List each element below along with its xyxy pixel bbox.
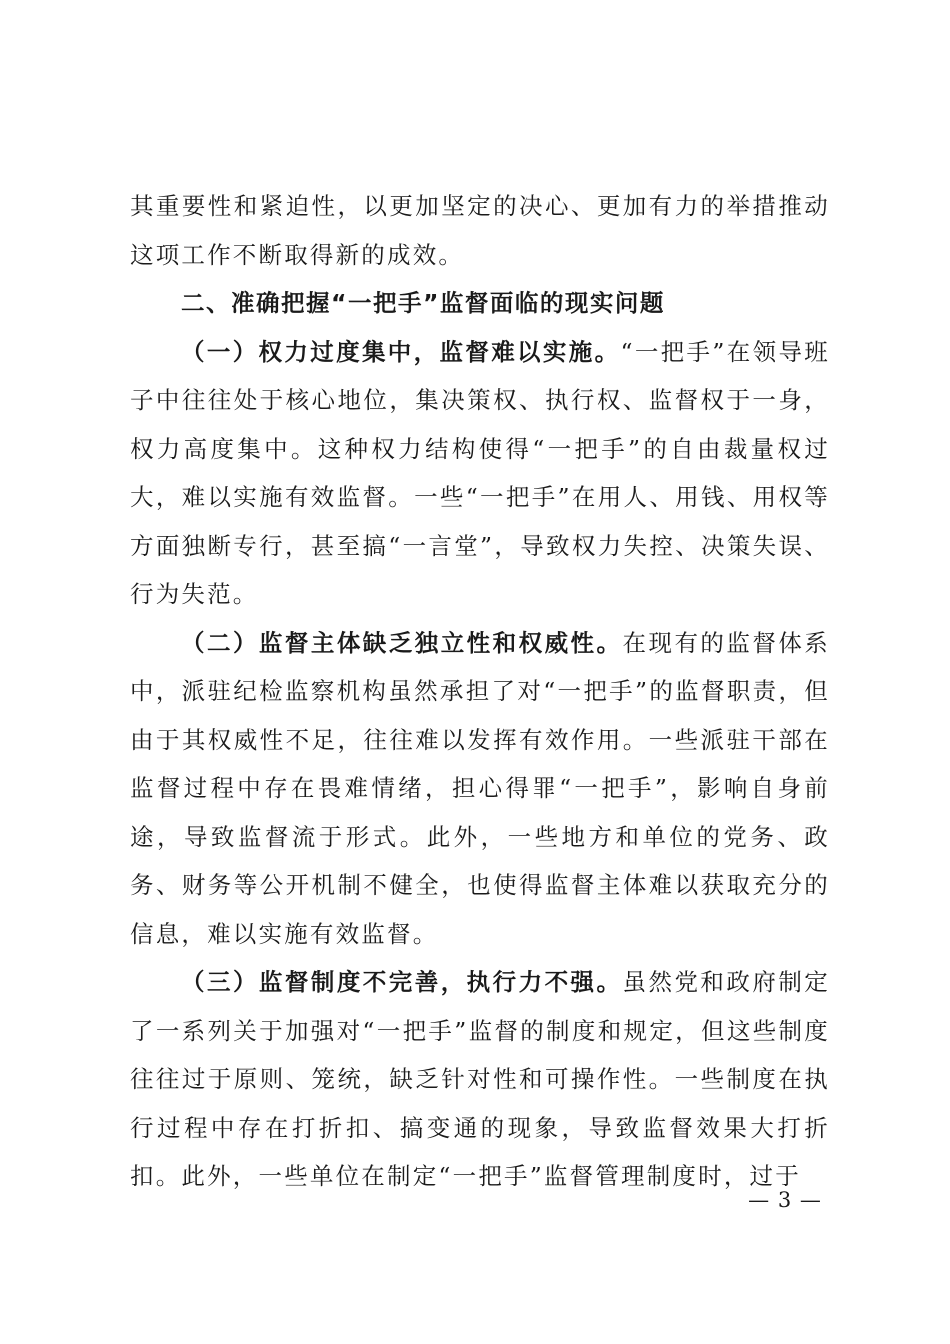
paragraph-3 — [130, 958, 830, 1201]
paragraph-1-body: “一把手”在领导班子中往往处于核心地位，集决策权、执行权、监督权于一身，权力高度集中。这种权力结构使得“一把手”的自由裁量权过大，难以实施有效监督。一些“一把手”在用人、用钱、用权等方面独断专行，甚至搞“一言堂”，导致权力失控、决策失误、行为失范。 — [130, 337, 831, 608]
paragraph-1 — [130, 328, 830, 619]
document-body — [130, 182, 830, 1201]
page-number: — 3 — — [748, 1188, 822, 1212]
paragraph-2-lead: （二）监督主体缺乏独立性和权威性。 — [181, 628, 623, 657]
section-heading: 二、准确把握“一把手”监督面临的现实问题 — [181, 289, 665, 317]
paragraph-2-body: 在现有的监督体系中，派驻纪检监察机构虽然承担了对“一把手”的监督职责，但由于其权威性不足，往往难以发挥有效作用。一些派驻干部在监督过程中存在畏难情绪，担心得罪“一把手”，影响自身前途，导致监督流于形式。此外，一些地方和单位的党务、政务、财务等公开机制不健全，也使得监督主体难以获取充分的信息，难以实施有效监督。 — [130, 628, 830, 948]
paragraph-2 — [130, 619, 830, 959]
paragraph-3-body: 虽然党和政府制定了一系列关于加强对“一把手”监督的制度和规定，但这些制度往往过于原则、笼统，缺乏针对性和可操作性。一些制度在执行过程中存在打折扣、搞变通的现象，导致监督效果大打折扣。此外，一些单位在制定“一把手”监督管理制度时，过于 — [130, 968, 830, 1190]
paragraph-1-lead: （一）权力过度集中，监督难以实施。 — [181, 337, 621, 366]
continuation-paragraph: 其重要性和紧迫性，以更加坚定的决心、更加有力的举措推动这项工作不断取得新的成效。 — [130, 192, 830, 269]
paragraph-3-lead: （三）监督制度不完善，执行力不强。 — [181, 968, 623, 996]
